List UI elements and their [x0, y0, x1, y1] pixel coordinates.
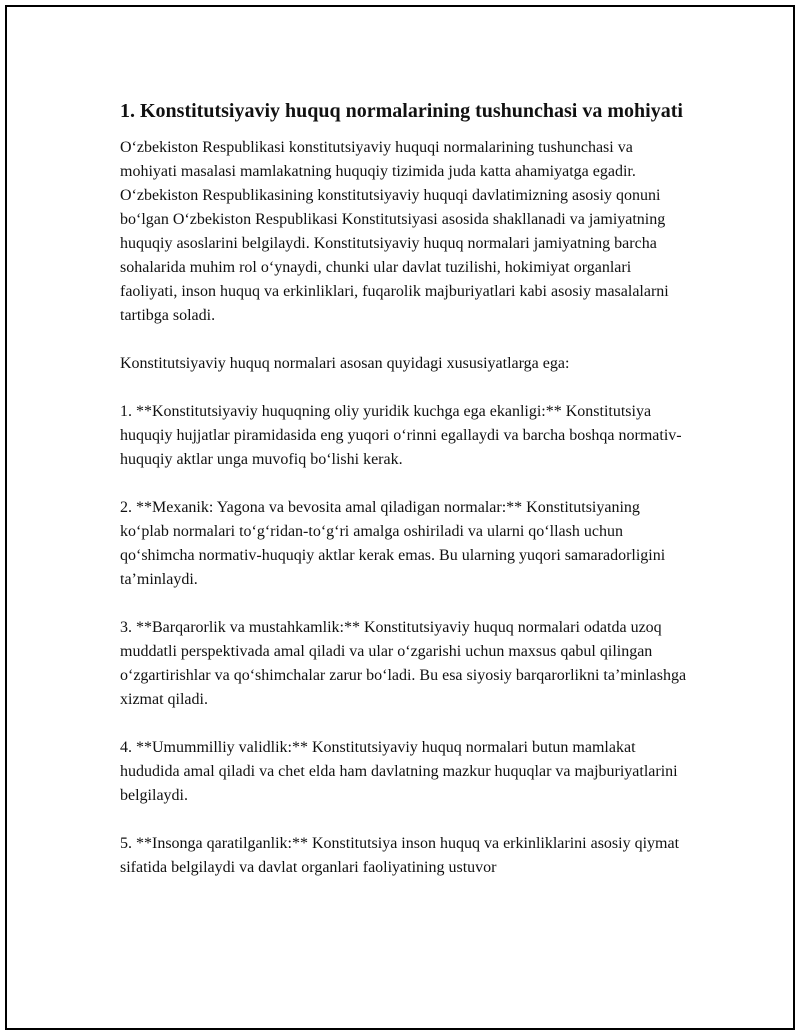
feature-item-2: 2. **Mexanik: Yagona va bevosita amal qiladigan normalar:** Konstitutsiyaning ko‘plab normalari to‘g‘ridan-to‘g‘ri amalga oshiriladi va ularni qo‘llash uchun qo‘shimcha normativ-huquqiy aktlar kerak emas. Bu ularning yuqori samaradorligini ta’minlaydi. — [120, 499, 666, 588]
feature-item-4: 4. **Umummilliy validlik:** Konstitutsiyaviy huquq normalari butun mamlakat hududida amal qiladi va chet elda ham davlatning mazkur huquqlar va majburiyatlarini belgilaydi. — [120, 739, 678, 804]
features-intro-paragraph: Konstitutsiyaviy huquq normalari asosan quyidagi xususiyatlarga ega: — [120, 355, 570, 372]
section-heading: 1. Konstitutsiyaviy huquq normalarining tushunchasi va mohiyati — [120, 100, 683, 122]
feature-item-1: 1. **Konstitutsiyaviy huquqning oliy yuridik kuchga ega ekanligi:** Konstitutsiya huquqiy hujjatlar piramidasida eng yuqori o‘rinni egallaydi va barcha boshqa normativ-huquqiy aktlar unga muvofiq bo‘lishi kerak. — [120, 403, 682, 468]
document-body — [120, 99, 692, 904]
document-page — [5, 5, 795, 1030]
intro-paragraph: O‘zbekiston Respublikasi konstitutsiyaviy huquqi normalarining tushunchasi va mohiyati masalasi mamlakatning huquqiy tizimida juda katta ahamiyatga egadir. O‘zbekiston Respublikasining konstitutsiyaviy huquqi davlatimizning asosiy qonuni bo‘lgan O‘zbekiston Respublikasi Konstitutsiyasi asosida shakllanadi va jamiyatning huquqiy asoslarini belgilaydi. Konstitutsiyaviy huquq normalari jamiyatning barcha sohalarida muhim rol o‘ynaydi, chunki ular davlat tuzilishi, hokimiyat organlari faoliyati, inson huquq va erkinliklari, fuqarolik majburiyatlari kabi asosiy masalalarni tartibga soladi. — [120, 139, 669, 324]
feature-item-5: 5. **Insonga qaratilganlik:** Konstitutsiya inson huquq va erkinliklarini asosiy qiymat sifatida belgilaydi va davlat organlari faoliyatining ustuvor — [120, 835, 680, 876]
feature-item-3: 3. **Barqarorlik va mustahkamlik:** Konstitutsiyaviy huquq normalari odatda uzoq muddatli perspektivada amal qiladi va ular o‘zgarishi uchun maxsus qabul qilingan o‘zgartirishlar va qo‘shimchalar zarur bo‘ladi. Bu esa siyosiy barqarorlikni ta’minlashga xizmat qiladi. — [120, 619, 687, 708]
